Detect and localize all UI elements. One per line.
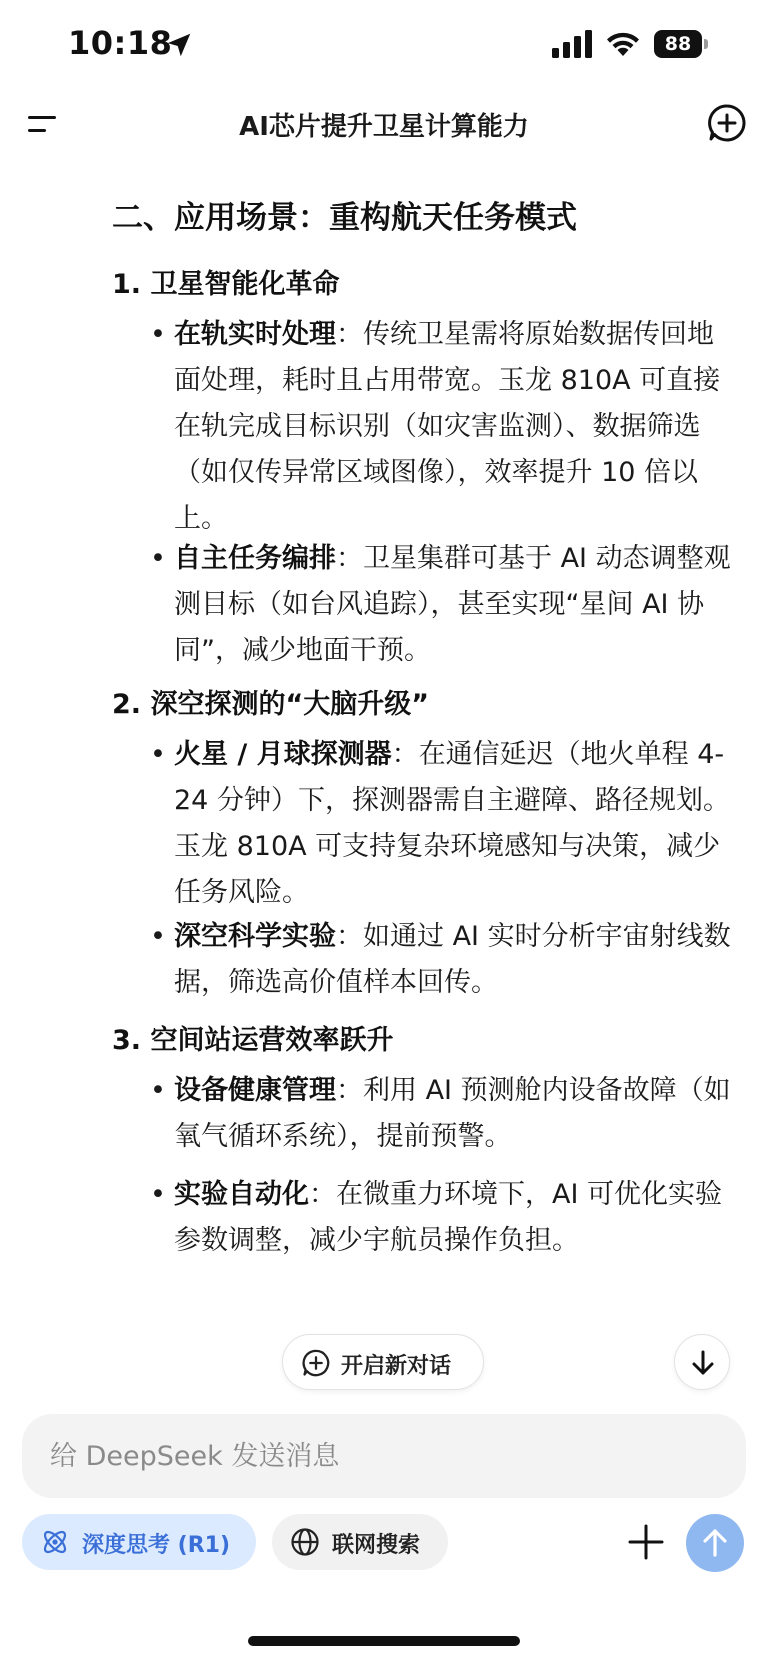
location-arrow-icon xyxy=(164,30,194,60)
scroll-down-button[interactable] xyxy=(674,1334,730,1390)
new-chat-icon[interactable] xyxy=(706,102,748,144)
list-item xyxy=(150,1068,740,1160)
bullet-term: 深空科学实验 xyxy=(174,921,336,952)
section-title: 二、应用场景：重构航天任务模式 xyxy=(112,200,577,236)
bullet-term: 设备健康管理 xyxy=(174,1075,336,1106)
bullet-dot: • xyxy=(150,543,166,574)
new-chat-icon xyxy=(301,1348,331,1378)
wifi-icon xyxy=(604,28,642,58)
bullet-text: ：在微重力环境下，AI 可优化实验参数调整，减少宇航员操作负担。 xyxy=(174,1179,723,1256)
message-input[interactable] xyxy=(50,1436,710,1476)
signal-icon xyxy=(552,30,594,58)
web-search-toggle[interactable] xyxy=(272,1514,448,1570)
app-header xyxy=(0,92,768,156)
bullet-term: 火星 / 月球探测器 xyxy=(174,739,392,770)
battery-level: 88 xyxy=(654,30,702,58)
bullet-text: ：传统卫星需将原始数据传回地面处理，耗时且占用带宽。玉龙 810A 可直接在轨完成目标识别（如灾害监测）、数据筛选（如仅传异常区域图像），效率提升 10 倍以上。 xyxy=(174,319,721,534)
bullet-dot: • xyxy=(150,739,166,770)
bullet-term: 在轨实时处理 xyxy=(174,319,336,350)
clock-time: 10:18 xyxy=(68,24,173,62)
globe-icon xyxy=(290,1527,320,1557)
battery-icon xyxy=(654,30,708,58)
bullet-dot: • xyxy=(150,921,166,952)
bullet-term: 自主任务编排 xyxy=(174,543,336,574)
arrow-down-icon xyxy=(688,1348,718,1378)
deep-think-label: 深度思考 (R1) xyxy=(82,1533,231,1558)
plus-icon[interactable] xyxy=(624,1520,668,1564)
deep-think-toggle[interactable] xyxy=(22,1514,256,1570)
bullet-dot: • xyxy=(150,1179,166,1210)
bullet-dot: • xyxy=(150,319,166,350)
send-button[interactable] xyxy=(686,1514,744,1572)
group-heading: 1. 卫星智能化革命 xyxy=(112,269,340,300)
group-heading: 2. 深空探测的“大脑升级” xyxy=(112,689,429,720)
list-item xyxy=(150,732,740,916)
message-content xyxy=(0,170,768,1320)
battery-tip xyxy=(704,39,708,49)
bullet-text: ：卫星集群可基于 AI 动态调整观测目标（如台风追踪），甚至实现“星间 AI 协同”，减少地面干预。 xyxy=(174,543,731,666)
bullet-dot: • xyxy=(150,1075,166,1106)
web-search-label: 联网搜索 xyxy=(332,1533,421,1558)
list-item xyxy=(150,914,740,1006)
new-chat-label: 开启新对话 xyxy=(341,1354,452,1379)
status-bar xyxy=(0,0,768,92)
arrow-up-icon xyxy=(700,1527,730,1559)
group-heading: 3. 空间站运营效率跃升 xyxy=(112,1025,394,1056)
list-item xyxy=(150,536,740,674)
bullet-text: ：利用 AI 预测舱内设备故障（如氧气循环系统），提前预警。 xyxy=(174,1075,731,1152)
bullet-term: 实验自动化 xyxy=(174,1179,309,1210)
conversation-title: AI芯片提升卫星计算能力 xyxy=(239,112,529,142)
home-indicator xyxy=(248,1636,520,1646)
list-item xyxy=(150,312,740,542)
bullet-text: ：如通过 AI 实时分析宇宙射线数据，筛选高价值样本回传。 xyxy=(174,921,731,998)
new-chat-button[interactable] xyxy=(282,1334,484,1390)
message-composer xyxy=(22,1414,746,1498)
list-item xyxy=(150,1172,740,1264)
bullet-text: ：在通信延迟（地火单程 4-24 分钟）下，探测器需自主避障、路径规划。玉龙 810A 可支持复杂环境感知与决策，减少任务风险。 xyxy=(174,739,730,908)
atom-icon xyxy=(40,1527,70,1557)
